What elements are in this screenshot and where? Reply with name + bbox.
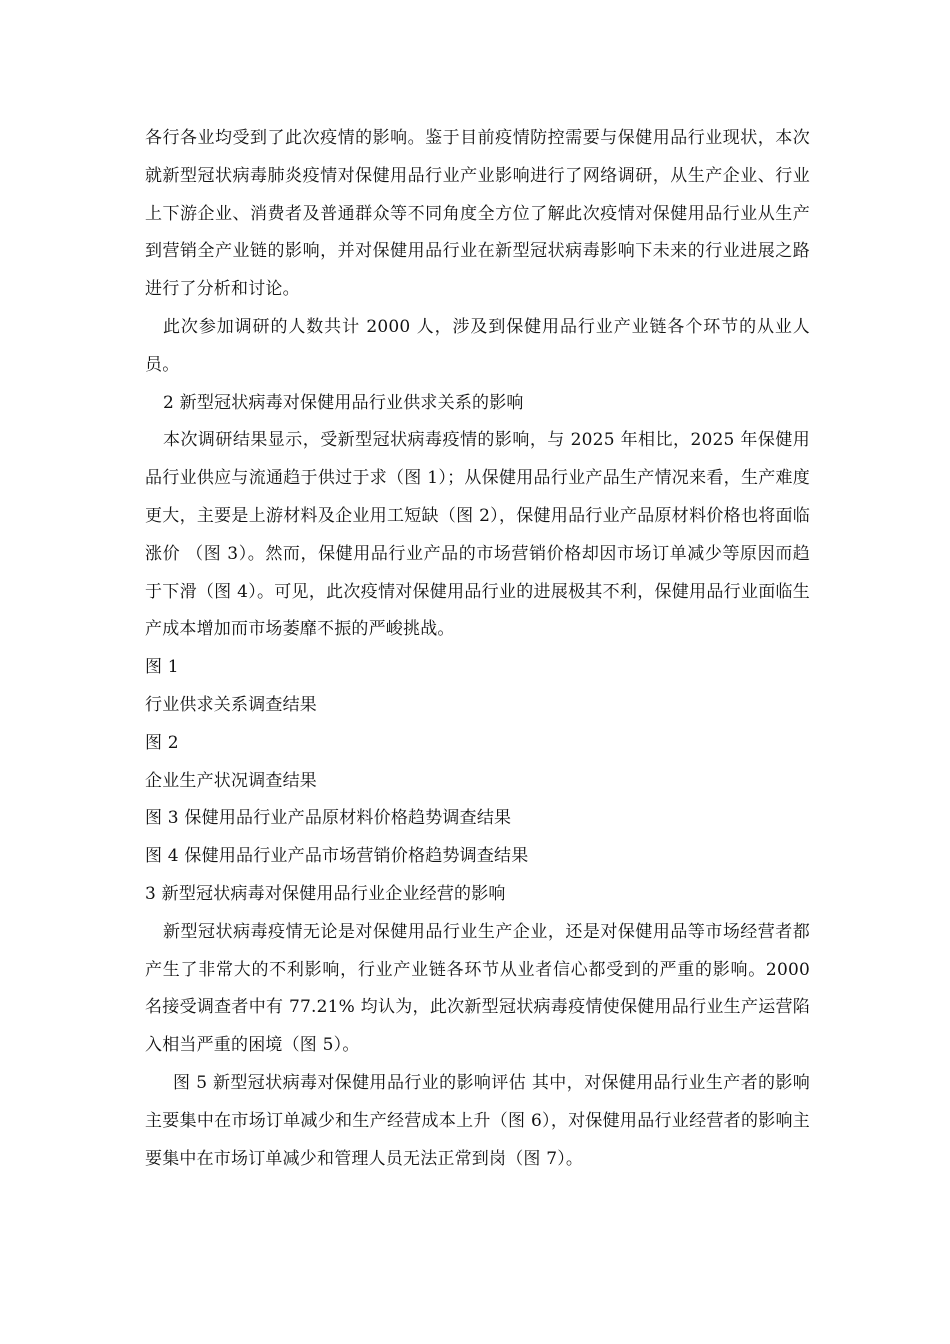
figure-2-label: 图 2 xyxy=(145,732,179,753)
section-heading-3: 3 新型冠状病毒对保健用品行业企业经营的影响 xyxy=(145,883,506,904)
paragraph-supply-demand: 本次调研结果显示，受新型冠状病毒疫情的影响，与 2025 年相比，2025 年保健用品行业供应与流通趋于供过于求（图 1）；从保健用品行业产品生产情况来看，生产难度更大，主要是上游材料及企业用工短缺（图 2），保健用品行业产品原材料价格也将面临涨价 （图 3）。然而，保健用品行业产品的市场营销价格却因市场订单减少等原因而趋于下滑（图 4）。可见，此次疫情对保健用品行业的进展极其不利，保健用品行业面临生产成本增加而市场萎靡不振的严峻挑战。 xyxy=(145,430,810,640)
paragraph-figure-5: 图 5 新型冠状病毒对保健用品行业的影响评估 其中，对保健用品行业生产者的影响主要集中在市场订单减少和生产经营成本上升（图 6），对保健用品行业经营者的影响主要集中在市场订单减少和管理人员无法正常到岗（图 7）。 xyxy=(145,1072,810,1169)
paragraph-participants: 此次参加调研的人数共计 2000 人，涉及到保健用品行业产业链各个环节的从业人员。 xyxy=(145,316,810,375)
document-body xyxy=(145,120,810,1178)
paragraph-intro: 各行各业均受到了此次疫情的影响。鉴于目前疫情防控需要与保健用品行业现状，本次就新型冠状病毒肺炎疫情对保健用品行业产业影响进行了网络调研，从生产企业、行业上下游企业、消费者及普通群众等不同角度全方位了解此次疫情对保健用品行业从生产到营销全产业链的影响，并对保健用品行业在新型冠状病毒影响下未来的行业进展之路进行了分析和讨论。 xyxy=(145,128,810,300)
figure-2-title: 企业生产状况调查结果 xyxy=(145,770,317,791)
figure-1-title: 行业供求关系调查结果 xyxy=(145,694,317,715)
paragraph-business-impact: 新型冠状病毒疫情无论是对保健用品行业生产企业，还是对保健用品等市场经营者都产生了非常大的不利影响，行业产业链各环节从业者信心都受到的严重的影响。2000 名接受调查者中有 77.21% 均认为，此次新型冠状病毒疫情使保健用品行业生产运营陷入相当严重的困境（图 5）。 xyxy=(145,921,810,1056)
figure-4-caption: 图 4 保健用品行业产品市场营销价格趋势调查结果 xyxy=(145,846,529,867)
figure-3-caption: 图 3 保健用品行业产品原材料价格趋势调查结果 xyxy=(145,808,512,829)
section-heading-2: 2 新型冠状病毒对保健用品行业供求关系的影响 xyxy=(163,392,524,413)
figure-1-label: 图 1 xyxy=(145,657,179,678)
